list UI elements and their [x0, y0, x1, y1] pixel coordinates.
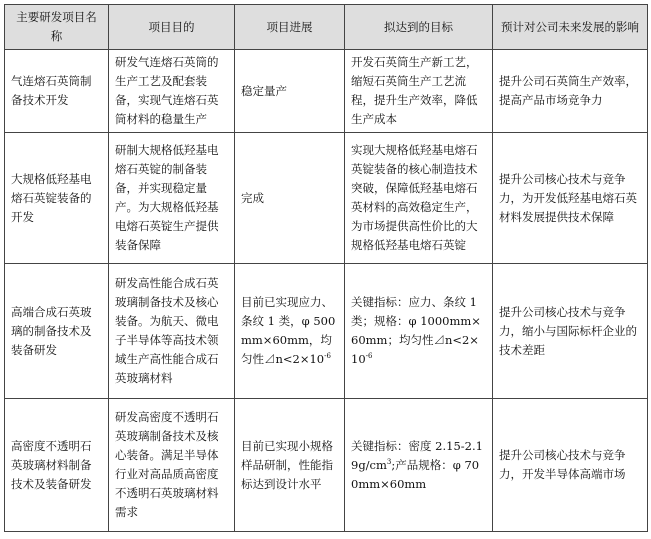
table-row — [5, 50, 648, 133]
cell-impact: 提升公司核心技术与竞争力，缩小与国际标杆企业的技术差距 — [493, 264, 648, 399]
cell-purpose: 研发高密度不透明石英玻璃制备技术及核心装备。满足半导体行业对高品质高密度不透明石英玻璃材料需求 — [109, 399, 235, 532]
progress-text: 目前已实现应力、条纹 1 类，φ 500mm×60mm，均匀性⊿n<2×10 — [241, 295, 336, 366]
cell-goal: 开发石英筒生产新工艺，缩短石英筒生产工艺流程，提升生产效率，降低生产成本 — [345, 50, 493, 133]
exponent: -6 — [324, 352, 331, 361]
cell-progress: 目前已实现小规格样品研制，性能指标达到设计水平 — [235, 399, 345, 532]
cell-goal: 实现大规格低羟基电熔石英锭装备的核心制造技术突破，保障低羟基电熔石英材料的高效稳定生产，为市场提供高性价比的大规格低羟基电熔石英锭 — [345, 133, 493, 264]
table-row — [5, 133, 648, 264]
cell-project-name: 大规格低羟基电熔石英锭装备的开发 — [5, 133, 109, 264]
cell-purpose: 研制大规格低羟基电熔石英锭的制备装备，并实现稳定量产。为大规格低羟基电熔石英锭生产提供装备保障 — [109, 133, 235, 264]
cell-goal — [345, 399, 493, 532]
cell-goal — [345, 264, 493, 399]
cell-purpose: 研发气连熔石英筒的生产工艺及配套装备，实现气连熔石英筒材料的稳量生产 — [109, 50, 235, 133]
cell-progress: 完成 — [235, 133, 345, 264]
table-row — [5, 264, 648, 399]
cell-project-name: 高密度不透明石英玻璃材料制备技术及装备研发 — [5, 399, 109, 532]
research-projects-table — [4, 4, 648, 532]
goal-text-continued: ;产品规格：φ 700mm×60mm — [351, 457, 480, 491]
header-progress: 项目进展 — [235, 5, 345, 50]
header-purpose: 项目目的 — [109, 5, 235, 50]
cell-impact: 提升公司核心技术与竞争力，为开发低羟基电熔石英材料发展提供技术保障 — [493, 133, 648, 264]
goal-text: 关键指标：应力、条纹 1 类；规格：φ 1000mm×60mm；均匀性⊿n<2×10 — [351, 295, 481, 366]
cell-impact: 提升公司核心技术与竞争力，开发半导体高端市场 — [493, 399, 648, 532]
cell-project-name: 气连熔石英筒制备技术开发 — [5, 50, 109, 133]
header-project-name: 主要研发项目名称 — [5, 5, 109, 50]
cell-progress: 稳定量产 — [235, 50, 345, 133]
table-row — [5, 399, 648, 532]
cell-project-name: 高端合成石英玻璃的制备技术及装备研发 — [5, 264, 109, 399]
table-header-row — [5, 5, 648, 50]
cell-purpose: 研发高性能合成石英玻璃制备技术及核心装备。为航天、微电子半导体等高技术领域生产高性能合成石英玻璃材料 — [109, 264, 235, 399]
goal-text: 关键指标：密度 2.15-2.19g/cm — [351, 438, 483, 472]
header-goal: 拟达到的目标 — [345, 5, 493, 50]
header-impact: 预计对公司未来发展的影响 — [493, 5, 648, 50]
cell-impact: 提升公司石英筒生产效率，提高产品市场竞争力 — [493, 50, 648, 133]
exponent: -6 — [365, 352, 373, 361]
cell-progress — [235, 264, 345, 399]
exponent: 3 — [386, 457, 392, 466]
